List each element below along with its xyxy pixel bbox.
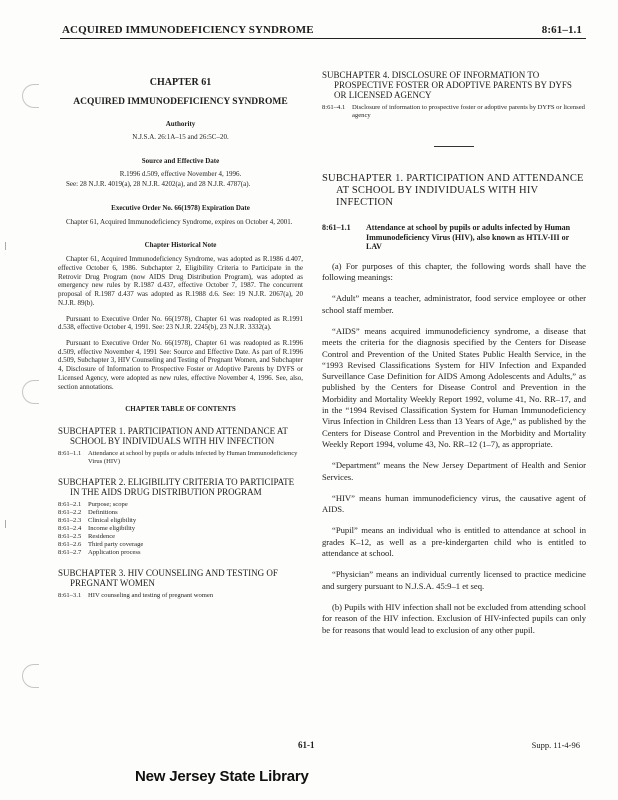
supplement-date: Supp. 11-4-96 — [531, 740, 580, 750]
authority-heading: Authority — [165, 119, 196, 128]
toc-entry-text: Income eligibility — [88, 524, 136, 532]
historical-note-paragraph: Chapter 61, Acquired Immunodeficiency Syndrome, was adopted as R.1986 d.407, effective October 6, 1986. Subchapter 2, Eligibility Criteria to Participate in the Retrovir Drug Program (now AIDS Drug Distribution Program), was adopted as emergency new rules by R.1987 d.437, effective October 7, 1987. The concurrent proposal of R.1987 d.437 was adopted as R.1988 d.6. See: 19 N.J.R. 2067(a), 20 N.J.R. 89(b). — [58, 255, 303, 307]
toc-entry[interactable] — [322, 104, 586, 120]
toc-entry-number: 8:61–2.3 — [58, 516, 82, 524]
binder-hole-mark — [22, 664, 39, 688]
toc-entry[interactable] — [58, 541, 303, 549]
toc-entry-number: 8:61–2.2 — [58, 508, 82, 516]
toc-entry-text: Residence — [88, 532, 116, 540]
toc-subchapter-title: SUBCHAPTER 4. DISCLOSURE OF INFORMATION TO PROSPECTIVE FOSTER OR ADOPTIVE PARENTS BY DYFS OR LICENSED AGENCY — [322, 70, 572, 100]
toc-entry-number: 8:61–2.7 — [58, 548, 82, 556]
toc-entry-number: 8:61–2.4 — [58, 524, 82, 532]
source-line: R.1996 d.509, effective November 4, 1996. — [119, 170, 242, 179]
toc-entry-text: Third party coverage — [88, 540, 144, 548]
margin-tick — [5, 520, 6, 528]
toc-entry[interactable] — [58, 517, 303, 525]
table-of-contents-heading: CHAPTER TABLE OF CONTENTS — [125, 405, 236, 414]
definition-hiv: “HIV” means human immunodeficiency virus, the causative agent of AIDS. — [322, 492, 586, 515]
authority-text: N.J.S.A. 26:1A–15 and 26:5C–20. — [132, 133, 229, 142]
toc-subchapter-title: SUBCHAPTER 1. PARTICIPATION AND ATTENDANCE AT SCHOOL BY INDIVIDUALS WITH HIV INFECTION — [58, 425, 288, 446]
definition-adult: “Adult” means a teacher, administrator, food service employee or other school staff member. — [322, 293, 586, 315]
binder-hole-mark — [22, 84, 39, 108]
toc-entry[interactable] — [58, 450, 303, 466]
toc-entry-text: Definitions — [88, 508, 118, 516]
executive-order-heading: Executive Order No. 66(1978) Expiration Date — [111, 203, 250, 212]
definition-department: “Department” means the New Jersey Department of Health and Senior Services. — [322, 460, 586, 482]
toc-list — [58, 501, 303, 557]
running-header-title: ACQUIRED IMMUNODEFICIENCY SYNDROME — [62, 24, 314, 36]
margin-tick — [5, 242, 6, 250]
left-column — [58, 70, 303, 600]
toc-entry-number: 8:61–4.1 — [322, 104, 346, 111]
toc-entry-number: 8:61–3.1 — [58, 591, 82, 599]
toc-subchapter-title: SUBCHAPTER 2. ELIGIBILITY CRITERIA TO PARTICIPATE IN THE AIDS DRUG DISTRIBUTION PROGRAM — [58, 476, 295, 497]
page-number: 61-1 — [298, 740, 315, 750]
toc-entry-text: Attendance at school by pupils or adults infected by Human Immunodeficiency Virus (HIV) — [88, 449, 298, 465]
paragraph-a: (a) For purposes of this chapter, the following words shall have the following meanings: — [322, 260, 586, 283]
toc-entry[interactable] — [58, 549, 303, 557]
toc-entry[interactable] — [58, 533, 303, 541]
historical-note-heading: Chapter Historical Note — [144, 240, 217, 249]
toc-entry[interactable] — [58, 501, 303, 509]
toc-entry-text: Clinical eligibility — [88, 516, 137, 524]
toc-entry-number: 8:61–2.1 — [58, 500, 82, 508]
subchapter-heading: SUBCHAPTER 1. PARTICIPATION AND ATTENDANCE AT SCHOOL BY INDIVIDUALS WITH HIV INFECTION — [322, 173, 584, 208]
toc-entry-text: HIV counseling and testing of pregnant women — [88, 591, 214, 599]
toc-entry[interactable] — [58, 525, 303, 533]
running-header-section: 8:61–1.1 — [541, 24, 582, 36]
source-heading: Source and Effective Date — [141, 156, 220, 165]
toc-entry-text: Disclosure of information to prospective foster or adoptive parents by DYFS or licensed agency — [352, 104, 585, 119]
section-number: 8:61–1.1 — [322, 223, 351, 232]
section-heading — [322, 223, 586, 252]
toc-entry-number: 8:61–1.1 — [58, 449, 82, 457]
section-divider — [434, 146, 474, 147]
toc-entry-text: Application process — [88, 548, 141, 556]
definition-aids: “AIDS” means acquired immunodeficiency syndrome, a disease that meets the criteria for the diagnosis specified by the Centers for Disease Control and Prevention of the United States Public Health Service, in the “1993 Revised Classifications System for HIV Infection and Expanded Surveillance Case Definition for AIDS Among Adolescents and Adults,” as published by the Centers for Disease Control and Prevention in the Morbidity and Mortality Weekly Report 1992, volume 41, No. RR–17, and in the “1994 Revised Classification System for Human Immunodeficiency Virus Infection in Children Less than 13 Years of Age,” as published by the Centers for Disease Control and Prevention in the Morbidity and Mortality Weekly Report 1994, volume 43, No. RR–12 (1–7), as appropriate. — [322, 325, 586, 449]
definition-pupil: “Pupil” means an individual who is entitled to attendance at school in grades K–12, as well as a pre-kindergarten child who is entitled to attendance at school. — [322, 525, 586, 559]
toc-entry-number: 8:61–2.6 — [58, 540, 82, 548]
toc-entry[interactable] — [58, 592, 303, 600]
chapter-number: CHAPTER 61 — [149, 77, 212, 88]
paragraph-b: (b) Pupils with HIV infection shall not be excluded from attending school for reason of the HIV infection. Exclusion of HIV-infected pupils can only be for reasons that would lead to exclusion of any other pupil. — [322, 601, 586, 635]
library-stamp: New Jersey State Library — [135, 768, 309, 785]
historical-note-paragraph: Pursuant to Executive Order No. 66(1978), Chapter 61 was readopted as R.1996 d.509, effective November 4, 1991 See: Source and Effective Date. As part of R.1996 d.509, Subchapter 3, HIV Counseling and Testing of Pregnant Women, and Subchapter 4, Disclosure of Information to Prospective Foster or Adoptive Parents by DYFS or Licensed Agency, were adopted as new rules, effective November 4, 1996. See, also, section annotations. — [58, 338, 303, 391]
toc-entry-text: Purpose; scope — [88, 500, 128, 508]
binder-hole-mark — [22, 380, 39, 404]
source-line: See: 28 N.J.R. 4019(a), 28 N.J.R. 4202(a), and 28 N.J.R. 4787(a). — [66, 180, 251, 189]
executive-order-text: Chapter 61, Acquired Immunodeficiency Syndrome, expires on October 4, 2001. — [66, 218, 293, 227]
header-rule — [60, 38, 586, 39]
toc-entry[interactable] — [58, 509, 303, 517]
definition-physician: “Physician” means an individual currently licensed to practice medicine and surgery pursuant to N.J.S.A. 45:9–1 et seq. — [322, 569, 586, 591]
section-title: Attendance at school by pupils or adults infected by Human Immunodeficiency Virus (HIV), also known as HTLV-III or LAV — [366, 223, 571, 252]
toc-entry-number: 8:61–2.5 — [58, 532, 82, 540]
historical-note-paragraph: Pursuant to Executive Order No. 66(1978), Chapter 61 was readopted as R.1991 d.538, effective October 4, 1991. See: 23 N.J.R. 2245(b), 23 N.J.R. 3332(a). — [58, 314, 303, 332]
chapter-title: ACQUIRED IMMUNODEFICIENCY SYNDROME — [73, 97, 288, 108]
right-column — [322, 70, 586, 636]
toc-subchapter-title: SUBCHAPTER 3. HIV COUNSELING AND TESTING OF PREGNANT WOMEN — [58, 567, 278, 588]
